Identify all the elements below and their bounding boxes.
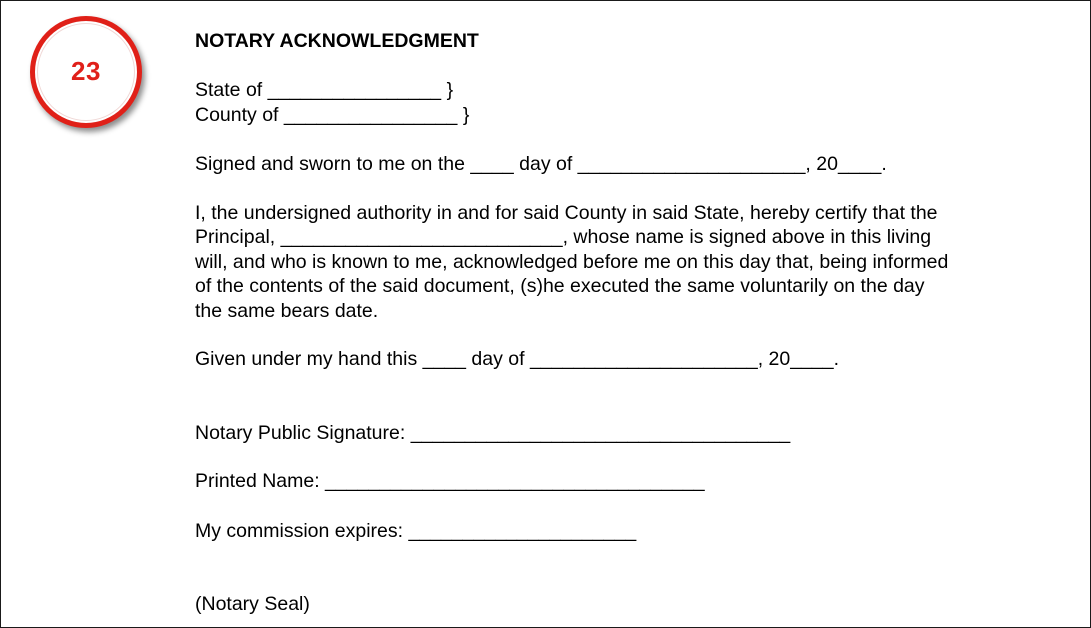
document-title: NOTARY ACKNOWLEDGMENT xyxy=(195,30,479,52)
commission-expires-line: My commission expires: _____________________ xyxy=(195,520,637,542)
certify-paragraph-line: of the contents of the said document, (s)he executed the same voluntarily on the day xyxy=(195,275,925,297)
step-number: 23 xyxy=(71,55,101,86)
county-line: County of ________________ } xyxy=(195,103,470,126)
certify-paragraph-line: Principal, __________________________, whose name is signed above in this living xyxy=(195,226,932,248)
printed-name-line: Printed Name: ___________________________________ xyxy=(195,470,705,492)
certify-paragraph xyxy=(195,201,948,324)
certify-paragraph-line: the same bears date. xyxy=(195,299,379,322)
certify-paragraph-line: I, the undersigned authority in and for said County in said State, hereby certify that the xyxy=(195,201,938,224)
given-under-hand-line: Given under my hand this ____ day of _____________________, 20____. xyxy=(195,347,840,370)
signed-sworn-line: Signed and sworn to me on the ____ day of _____________________, 20____. xyxy=(195,152,887,175)
notary-seal-label: (Notary Seal) xyxy=(195,593,310,615)
certify-paragraph-line: will, and who is known to me, acknowledged before me on this day that, being informed xyxy=(195,250,949,273)
notary-signature-line: Notary Public Signature: ___________________________________ xyxy=(195,422,791,444)
step-number-badge xyxy=(30,16,142,128)
state-line: State of ________________ } xyxy=(195,79,454,101)
